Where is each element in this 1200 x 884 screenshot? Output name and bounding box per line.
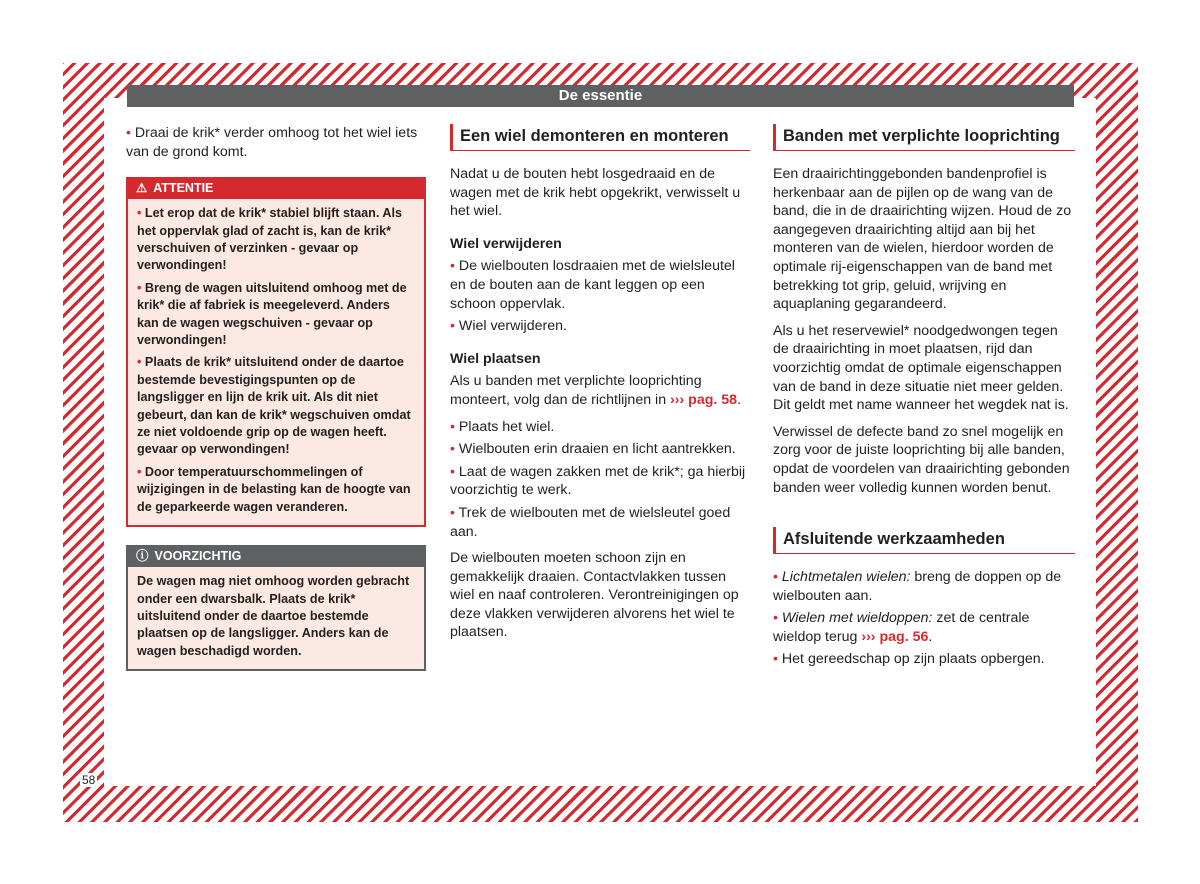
- caution-box: [126, 545, 426, 671]
- caution-body: [126, 567, 426, 671]
- page-number: 58: [82, 773, 96, 787]
- section-title-wheel: Een wiel demonteren en monteren: [450, 124, 750, 151]
- place-heading: Wiel plaatsen: [450, 350, 541, 367]
- section-header: De essentie: [127, 85, 1074, 107]
- intro-bullet: • Draai de krik* verder omhoog tot het wiel iets van de grond komt.: [126, 125, 418, 160]
- attention-box: [126, 177, 426, 527]
- bullet-icon: •: [126, 125, 131, 141]
- list-item: • Wielen met wieldoppen: zet de centrale wieldop terug ››› pag. 56.: [773, 610, 1030, 645]
- tyres-paragraph: Verwissel de defecte band zo snel mogelijk en zorg voor de juiste looprichting bij alle banden, opdat de voordelen van draairichting gebonden banden weer volledig kunnen worden benut.: [773, 423, 1070, 496]
- warning-triangle-icon: ⚠: [136, 181, 148, 196]
- list-item: • De wielbouten losdraaien met de wielsleutel en de bouten aan de kant leggen op een schoon oppervlak.: [450, 258, 735, 312]
- page-reference-link[interactable]: ››› pag. 56: [861, 628, 929, 645]
- place-intro: Als u banden met verplichte looprichting monteert, volg dan de richtlijnen in ››› pag. 58.: [450, 373, 742, 408]
- list-item: • Laat de wagen zakken met de krik*; ga hierbij voorzichtig te werk.: [450, 463, 746, 499]
- caution-header: ⓘ VOORZICHTIG: [126, 545, 426, 567]
- attention-item: • Breng de wagen uitsluitend omhoog met de krik* die af fabriek is meegeleverd. Anders kan de wagen wegschuiven - gevaar op verwondingen!: [137, 280, 407, 348]
- tyres-paragraph: Als u het reservewiel* noodgedwongen tegen de draairichting in moet plaatsen, rijd dan voorzichtig omdat de optimale eigenschappen van de band in deze situatie niet meer gelden. Dit geldt met name wanneer het wegdek nat is.: [773, 322, 1069, 414]
- closing-paragraph: De wielbouten moeten schoon zijn en gemakkelijk draaien. Contactvlakken tussen wiel en naaf controleren. Verontreinigingen op deze vlakken verwijderen alvorens het wiel te plaatsen.: [450, 550, 739, 641]
- info-circle-icon: ⓘ: [136, 549, 149, 564]
- caution-text: De wagen mag niet omhoog worden gebracht onder een dwarsbalk. Plaats de krik* uitsluitend onder de daartoe bestemde plaatsen op de langsligger. Anders kan de wagen beschadigd worden.: [137, 574, 410, 658]
- attention-item: • Let erop dat de krik* stabiel blijft staan. Als het oppervlak glad of zacht is, kan de krik* verschuiven of verzinken - gevaar op verwondingen!: [137, 206, 402, 273]
- tyres-paragraph: Een draairichtinggebonden bandenprofiel is herkenbaar aan de pijlen op de wang van de band, die in de draairichting wijzen. Houd de zo aangegeven draairichting altijd aan bij het monteren van de wielen, hierdoor worden de optimale rij-eigenschappen van de band met betrekking tot grip, geluid, wrijving en aquaplaning gegarandeerd.: [773, 166, 1072, 313]
- attention-item: • Plaats de krik* uitsluitend onder de daartoe bestemde bevestigingspunten op de langsligger en lijn de krik uit. Als dit niet gebeurt, dan kan de krik* wegschuiven omdat ze niet voldoende grip op de wagen heeft. gevaar op verwondingen!: [137, 355, 411, 457]
- list-item: • Het gereedschap op zijn plaats opbergen.: [773, 651, 1045, 668]
- section-title-tyres: Banden met verplichte looprichting: [773, 124, 1075, 151]
- attention-body: [126, 199, 426, 527]
- list-item: • Plaats het wiel.: [450, 418, 555, 435]
- attention-item: • Door temperatuurschommelingen of wijzigingen in de belasting kan de hoogte van de geparkeerde wagen veranderen.: [137, 464, 411, 514]
- column-right: [773, 124, 1075, 673]
- page-reference-link[interactable]: ››› pag. 58: [670, 391, 738, 408]
- list-item: • Wiel verwijderen.: [450, 318, 567, 335]
- list-item: • Lichtmetalen wielen: breng de doppen op de wielbouten aan.: [773, 569, 1062, 604]
- column-middle: [450, 124, 750, 650]
- list-item: • Wielbouten erin draaien en licht aantrekken.: [450, 441, 736, 458]
- section-title-final: Afsluitende werkzaamheden: [773, 527, 1075, 554]
- wheel-intro: Nadat u de bouten hebt losgedraaid en de wagen met de krik hebt opgekrikt, verwisselt u het wiel.: [450, 166, 741, 220]
- remove-heading: Wiel verwijderen: [450, 235, 562, 252]
- column-left: [126, 124, 426, 671]
- attention-header: ⚠ ATTENTIE: [126, 177, 426, 199]
- list-item: • Trek de wielbouten met de wielsleutel goed aan.: [450, 504, 731, 540]
